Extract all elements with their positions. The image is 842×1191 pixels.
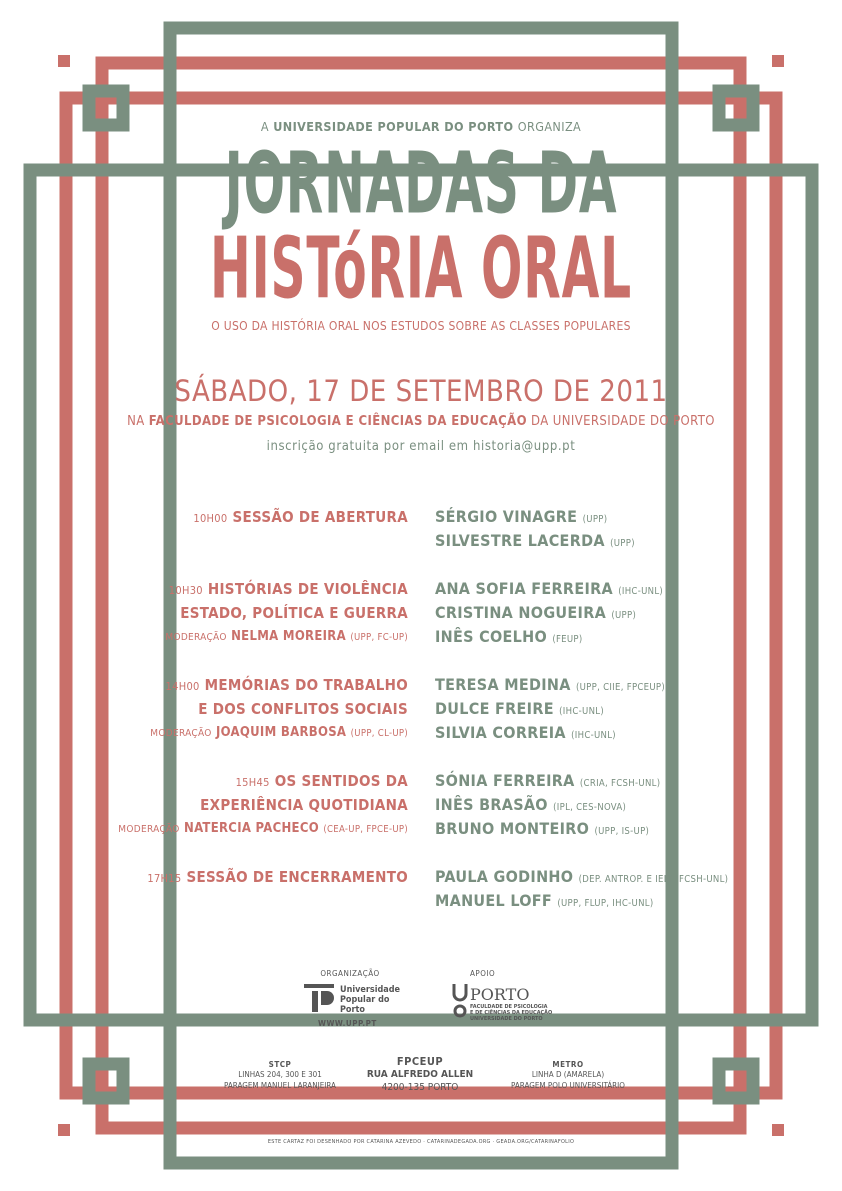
session-title: SESSÃO DE ENCERRAMENTO [186, 868, 408, 886]
session-4-heading [236, 772, 408, 792]
session-title: OS SENTIDOS DA [274, 772, 408, 790]
organizer-suffix: ORGANIZA [517, 119, 582, 134]
session-2-heading [169, 580, 408, 600]
venue [0, 414, 842, 429]
design-credits: ESTE CARTAZ FOI DESENHADO POR CATARINA AZEVEDO · CATARINADEGADA.ORG · GEADA.ORG/CATARINAFOLIO [267, 1139, 575, 1145]
speaker-affiliation: (UPP, CIIE, FPCEUP) [575, 682, 666, 693]
title-line-2: HISTóRIA ORAL [210, 219, 632, 318]
stcp-title: STCP [268, 1060, 292, 1069]
upp-logo-line-2: Popular do [340, 995, 390, 1005]
speaker [435, 868, 728, 889]
fpceup-postcode: 4200-135 PORTO [381, 1082, 459, 1093]
stcp-info [210, 1060, 350, 1091]
speaker-name: BRUNO MONTEIRO [435, 819, 590, 838]
fpceup-street: RUA ALFREDO ALLEN [366, 1069, 474, 1080]
speaker-affiliation: (CRIA, FCSH-UNL) [579, 778, 661, 789]
metro-info [498, 1060, 638, 1091]
organizer-name: UNIVERSIDADE POPULAR DO PORTO [273, 119, 514, 134]
moderator-affiliation: (UPP, FC-UP) [350, 632, 408, 643]
speaker-name: CRISTINA NOGUEIRA [435, 603, 607, 622]
speaker [435, 604, 636, 625]
title-line-1: JORNADAS DA [224, 134, 618, 233]
session-3-moderation [150, 724, 408, 743]
upp-logo-icon [304, 984, 334, 1012]
speaker [435, 628, 583, 649]
speaker-name: SILVESTRE LACERDA [435, 531, 605, 550]
speaker-name: SÓNIA FERREIRA [435, 771, 575, 790]
speaker-name: INÊS BRASÃO [435, 795, 548, 814]
fpceup-address [355, 1055, 485, 1094]
metro-title: METRO [552, 1060, 584, 1069]
speaker [435, 508, 607, 529]
session-3-heading [166, 676, 408, 696]
uporto-faculty-line-2: E DE CIÊNCIAS DA EDUCAÇÃO [470, 1010, 553, 1016]
session-4-title-line-2: EXPERIÊNCIA QUOTIDIANA [200, 796, 408, 814]
speaker-name: ANA SOFIA FERREIRA [435, 579, 613, 598]
speaker-affiliation: (UPP) [610, 538, 635, 549]
venue-name: FACULDADE DE PSICOLOGIA E CIÊNCIAS DA EDUCAÇÃO [148, 414, 527, 429]
event-date: SÁBADO, 17 DE SETEMBRO DE 2011 [174, 374, 668, 408]
speaker-affiliation: (UPP) [611, 610, 637, 621]
speaker-affiliation: (UPP, FLUP, IHC-UNL) [557, 898, 654, 909]
metro-stop: PARAGEM POLO UNIVERSITÁRIO [511, 1081, 625, 1090]
session-title: MEMÓRIAS DO TRABALHO [204, 676, 408, 694]
moderator-name: JOAQUIM BARBOSA [216, 725, 347, 740]
organizer-prefix: A [260, 119, 269, 134]
uporto-logo-icon [452, 984, 468, 1020]
session-time: 15H45 [235, 776, 270, 789]
venue-suffix: DA UNIVERSIDADE DO PORTO [531, 414, 715, 429]
moderation-label: MODERAÇÃO [150, 728, 212, 739]
speaker-affiliation: (DEP. ANTROP. E IELT, FCSH-UNL) [578, 874, 729, 885]
session-time: 14H00 [165, 680, 200, 693]
session-time: 10H30 [168, 584, 203, 597]
upp-logo-text [340, 985, 400, 1015]
speaker [435, 724, 616, 745]
speaker-affiliation: (FEUP) [552, 634, 583, 645]
session-title: HISTÓRIAS DE VIOLÊNCIA [207, 580, 408, 598]
moderator-affiliation: (UPP, CL-UP) [350, 728, 408, 739]
metro-line: LINHA D (AMARELA) [531, 1070, 605, 1079]
upp-logo-line-1: Universidade [340, 985, 401, 995]
upp-logo-line-3: Porto [340, 1005, 365, 1015]
session-time: 10H00 [193, 512, 228, 525]
fpceup-title: FPCEUP [396, 1055, 444, 1068]
session-2-moderation [165, 628, 408, 647]
subtitle: O USO DA HISTÓRIA ORAL NOS ESTUDOS SOBRE AS CLASSES POPULARES [211, 319, 631, 333]
speaker-affiliation: (UPP) [582, 514, 608, 525]
venue-prefix: NA [127, 414, 145, 429]
speaker-affiliation: (UPP, IS-UP) [594, 826, 650, 837]
speaker [435, 700, 604, 721]
stcp-stop: PARAGEM MANUEL LARANJEIRA [224, 1081, 336, 1090]
speaker [435, 772, 660, 793]
upp-url: WWW.UPP.PT [318, 1019, 377, 1028]
speaker [435, 892, 653, 913]
speaker-affiliation: (IHC-UNL) [559, 706, 604, 717]
speaker-affiliation: (IHC-UNL) [571, 730, 616, 741]
moderator-affiliation: (CEA-UP, FPCE-UP) [323, 824, 408, 835]
speaker-name: SILVIA CORREIA [435, 723, 566, 742]
speaker [435, 796, 626, 817]
speaker-name: INÊS COELHO [435, 627, 547, 646]
uporto-faculty-line-3: UNIVERSIDADE DO PORTO [470, 1016, 543, 1022]
session-1-heading [193, 508, 408, 528]
session-5-heading [147, 868, 408, 888]
speaker-name: MANUEL LOFF [435, 891, 553, 910]
moderator-name: NELMA MOREIRA [231, 629, 346, 644]
organization-label: ORGANIZAÇÃO [320, 969, 380, 978]
moderator-name: NATERCIA PACHECO [184, 821, 319, 836]
moderation-label: MODERAÇÃO [118, 824, 180, 835]
uporto-faculty-line-1: FACULDADE DE PSICOLOGIA [470, 1004, 548, 1010]
organizer-line [0, 119, 842, 134]
session-4-moderation [118, 820, 408, 839]
uporto-name: PORTO [470, 985, 530, 1004]
speaker [435, 580, 663, 601]
session-2-title-line-2: ESTADO, POLÍTICA E GUERRA [180, 604, 408, 622]
speaker-name: DULCE FREIRE [435, 699, 554, 718]
speaker [435, 532, 635, 553]
stcp-lines: LINHAS 204, 300 E 301 [238, 1070, 322, 1079]
speaker-name: TERESA MEDINA [435, 675, 571, 694]
speaker-name: SÉRGIO VINAGRE [435, 507, 578, 526]
moderation-label: MODERAÇÃO [165, 632, 227, 643]
speaker-affiliation: (IHC-UNL) [618, 586, 664, 597]
speaker [435, 820, 649, 841]
speaker [435, 676, 665, 697]
speaker-name: PAULA GODINHO [435, 867, 574, 886]
session-time: 17H15 [147, 872, 182, 885]
registration-info: inscrição gratuita por email em historia@upp.pt [266, 439, 576, 454]
session-title: SESSÃO DE ABERTURA [232, 508, 408, 526]
uporto-faculty [470, 1004, 552, 1022]
speaker-affiliation: (IPL, CES-NOVA) [553, 802, 627, 813]
session-3-title-line-2: E DOS CONFLITOS SOCIAIS [198, 700, 408, 718]
support-label: APOIO [470, 969, 496, 978]
